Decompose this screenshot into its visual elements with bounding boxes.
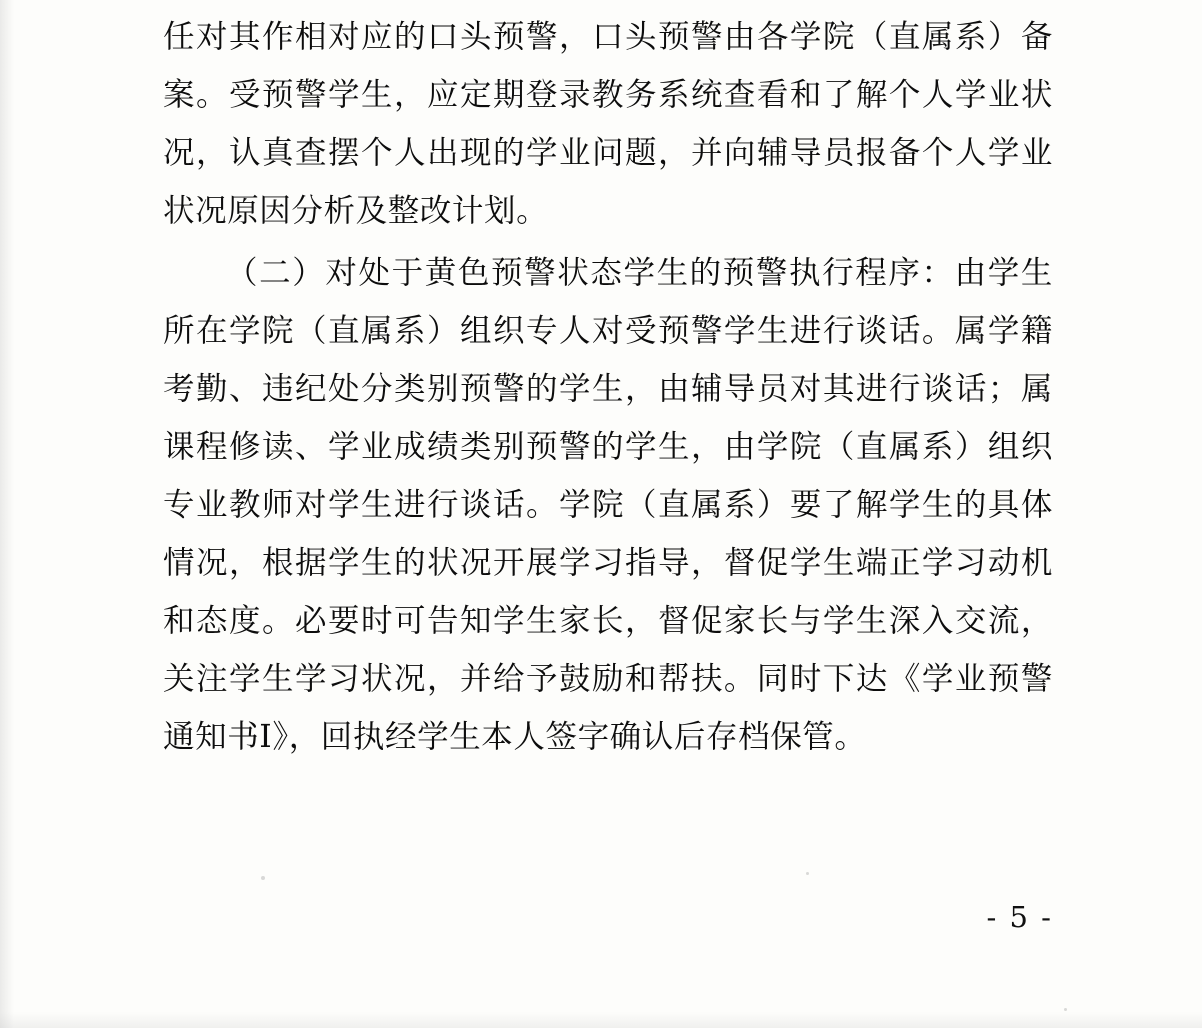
paragraph-continued: 任对其作相对应的口头预警，口头预警由各学院（直属系）备案。受预警学生，应定期登录教务系统查看和了解个人学业状况，认真查摆个人出现的学业问题，并向辅导员报备个人学业状况原因分析及整改计划。 bbox=[163, 19, 1053, 229]
paragraph-section-two: （二）对处于黄色预警状态学生的预警执行程序：由学生所在学院（直属系）组织专人对受预警学生进行谈话。属学籍考勤、违纪处分类别预警的学生，由辅导员对其进行谈话；属课程修读、学业成绩类别预警的学生，由学院（直属系）组织专业教师对学生进行谈话。学院（直属系）要了解学生的具体情况，根据学生的状况开展学习指导，督促学生端正学习动机和态度。必要时可告知学生家长，督促家长与学生深入交流，关注学生学习状况，并给予鼓励和帮扶。同时下达《学业预警通知书Ⅰ》，回执经学生本人签字确认后存档保管。 bbox=[163, 255, 1053, 755]
scan-speckle bbox=[806, 872, 809, 875]
page-number: - 5 - bbox=[986, 900, 1053, 934]
scan-speckle bbox=[1064, 1008, 1067, 1011]
page-left-edge-shadow bbox=[0, 0, 14, 1028]
page-body bbox=[163, 8, 1053, 766]
page-bottom-edge-shadow bbox=[0, 1012, 1202, 1028]
scan-speckle bbox=[261, 876, 265, 880]
